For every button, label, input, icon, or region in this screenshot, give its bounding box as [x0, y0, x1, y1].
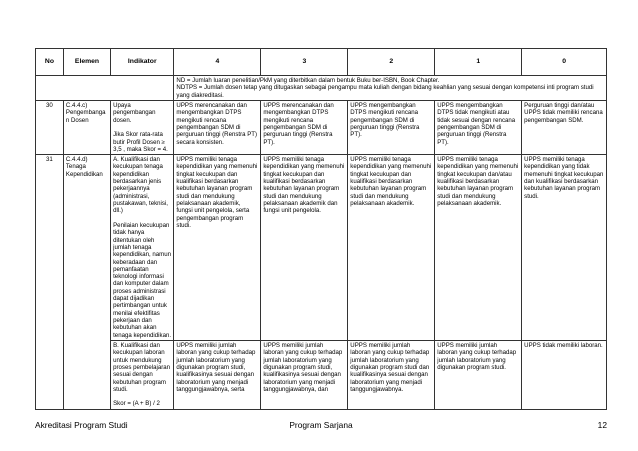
- page-number: 12: [597, 420, 607, 430]
- footer-program: Program Sarjana: [289, 420, 353, 430]
- row-indikator: Upaya pengembangan dosen. Jika Skor rata-rata butir Profil Dosen ≥ 3,5 , maka Skor = 4.: [111, 100, 174, 154]
- row-score-3: UPPS memiliki jumlah laboran yang cukup terhadap jumlah laboratorium yang digunakan program studi, kualifikasinya sesuai dengan laboratorium yang menjadi tanggungjawabnya, dan: [261, 340, 348, 409]
- row-score-4: UPPS memiliki tenaga kependidikan yang memenuhi tingkat kecukupan dan kualifikasi berdasarkan kebutuhan layanan program studi dan mendukung pelaksanaan akademik, fungsi unit pengelola, serta pengembangan program studi.: [174, 155, 261, 341]
- header-elemen: Elemen: [63, 49, 110, 76]
- row-score-0: Perguruan tinggi dan/atau UPPS tidak memiliki rencana pengembangan SDM.: [522, 100, 607, 154]
- row-no: 30: [36, 100, 64, 154]
- row-score-0: UPPS memiliki tenaga kependidikan yang tidak memenuhi tingkat kecukupan dan kualifikasi berdasarkan kebutuhan layanan program studi.: [522, 155, 607, 341]
- row-score-4: UPPS memiliki jumlah laboran yang cukup terhadap jumlah laboratorium yang digunakan program studi, kualifikasinya sesuai dengan laboratorium yang menjadi tanggungjawabnya, serta: [174, 340, 261, 409]
- note-cell: ND = Jumlah luaran penelitian/PkM yang diterbitkan dalam bentuk Buku ber-ISBN, Book Chapter. NDTPS = Jumlah dosen tetap yang ditugaskan sebagai pengampu mata kuliah dengan bidang keahlian yang sesuai dengan kompetensi inti program studi yang diakreditasi.: [174, 76, 607, 101]
- header-no: No: [36, 49, 64, 76]
- row-indikator: A. Kualifikasi dan kecukupan tenaga kependidikan berdasarkan jenis pekerjaannya (administrasi, pustakawan, teknisi, dll.) Penilaian kecukupan tidak hanya ditentukan oleh jumlah tenaga kependidikan, namun keberadaan dan pemanfaatan teknologi informasi dan komputer dalam proses administrasi dapat dijadikan pertimbangan untuk menilai efektifitas pekerjaan dan kebutuhan akan tenaga kependidikan.: [111, 155, 174, 341]
- row-elemen: C.4.4.d) Tenaga Kependidikan: [63, 155, 110, 410]
- row-score-1: UPPS memiliki tenaga kependidikan yang memenuhi tingkat kecukupan dan/atau kualifikasi berdasarkan kebutuhan layanan program studi dan mendukung pelaksanaan akademik.: [435, 155, 522, 341]
- row-score-4: UPPS merencanakan dan mengembangkan DTPS mengikuti rencana pengembangan SDM di perguruan tinggi (Renstra PT) secara konsisten.: [174, 100, 261, 154]
- row-elemen: C.4.4.c) Pengembangan Dosen: [63, 100, 110, 154]
- row-score-1: UPPS mengembangkan DTPS tidak mengikuti atau tidak sesuai dengan rencana pengembangan SDM di perguruan tinggi (Renstra PT).: [435, 100, 522, 154]
- header-row: [36, 49, 607, 76]
- note-row: [36, 76, 607, 101]
- table-row: [36, 100, 607, 154]
- row-score-2: UPPS memiliki tenaga kependidikan yang memenuhi tingkat kecukupan dan kualifikasi berdasarkan kebutuhan layanan program studi dan mendukung pelaksanaan akademik.: [348, 155, 435, 341]
- header-score-0: 0: [522, 49, 607, 76]
- header-score-4: 4: [174, 49, 261, 76]
- assessment-table: [35, 48, 607, 410]
- row-score-1: UPPS memiliki jumlah laboran yang cukup terhadap jumlah laboratorium yang digunakan program studi.: [435, 340, 522, 409]
- row-no: 31: [36, 155, 64, 410]
- table-row: [36, 340, 607, 409]
- table-row: [36, 155, 607, 341]
- header-score-2: 2: [348, 49, 435, 76]
- row-score-2: UPPS memiliki jumlah laboran yang cukup terhadap jumlah laboratorium yang digunakan program studi dan kualifikasinya sesuai dengan laboratorium yang menjadi tanggungjawabnya.: [348, 340, 435, 409]
- page-footer: [35, 420, 607, 430]
- footer-document-title: Akreditasi Program Studi: [35, 420, 128, 430]
- header-score-3: 3: [261, 49, 348, 76]
- row-indikator: B. Kualifikasi dan kecukupan laboran untuk mendukung proses pembelajaran sesuai dengan kebutuhan program studi. Skor = (A + B) / 2: [111, 340, 174, 409]
- row-score-3: UPPS merencanakan dan mengembangkan DTPS mengikuti rencana pengembangan SDM di perguruan tinggi (Renstra PT).: [261, 100, 348, 154]
- row-score-0: UPPS tidak memiliki laboran.: [522, 340, 607, 409]
- header-indikator: Indikator: [111, 49, 174, 76]
- row-score-3: UPPS memiliki tenaga kependidikan yang memenuhi tingkat kecukupan dan kualifikasi berdasarkan kebutuhan layanan program studi dan mendukung pelaksanaan akademik dan fungsi unit pengelola.: [261, 155, 348, 341]
- header-score-1: 1: [435, 49, 522, 76]
- row-score-2: UPPS mengembangkan DTPS mengikuti rencana pengembangan SDM di perguruan tinggi (Renstra PT).: [348, 100, 435, 154]
